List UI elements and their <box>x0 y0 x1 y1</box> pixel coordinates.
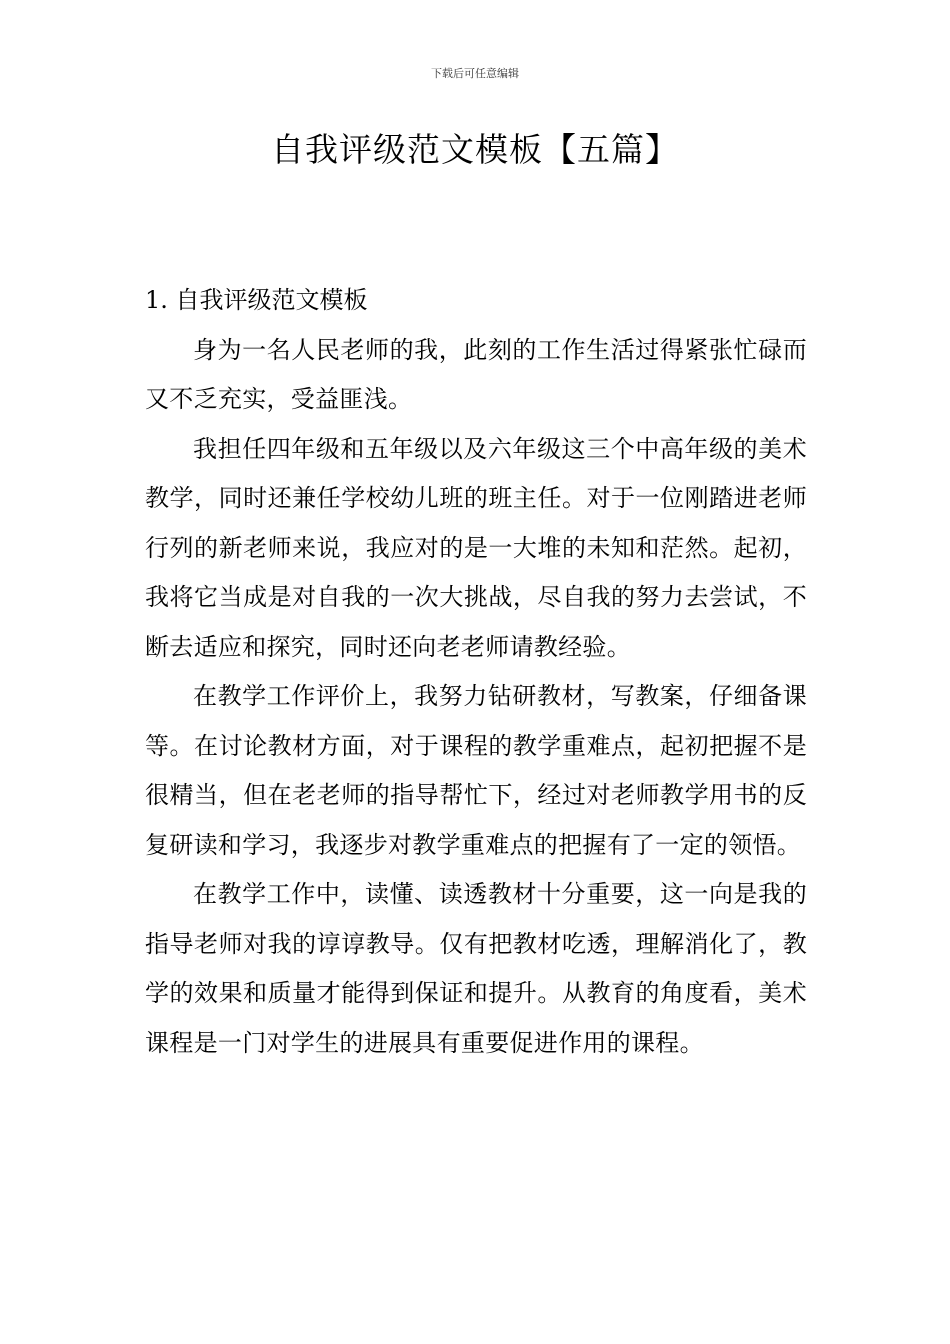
paragraph: 我担任四年级和五年级以及六年级这三个中高年级的美术教学，同时还兼任学校幼儿班的班主任。对于一位刚踏进老师行列的新老师来说，我应对的是一大堆的未知和茫然。起初，我将它当成是对自我的一次大挑战，尽自我的努力去尝试，不断去适应和探究，同时还向老老师请教经验。 <box>145 434 807 661</box>
paragraph: 在教学工作评价上，我努力钻研教材，写教案，仔细备课等。在讨论教材方面，对于课程的教学重难点，起初把握不是很精当，但在老老师的指导帮忙下，经过对老师教学用书的反复研读和学习，我逐步对教学重难点的把握有了一定的领悟。 <box>145 682 807 859</box>
paragraph: 身为一名人民老师的我，此刻的工作生活过得紧张忙碌而又不乏充实，受益匪浅。 <box>145 335 807 413</box>
header-note: 下载后可任意编辑 <box>431 67 519 80</box>
document-body <box>145 276 807 1068</box>
paragraph: 在教学工作中，读懂、读透教材十分重要，这一向是我的指导老师对我的谆谆教导。仅有把教材吃透，理解消化了，教学的效果和质量才能得到保证和提升。从教育的角度看，美术课程是一门对学生的进展具有重要促进作用的课程。 <box>145 880 807 1057</box>
document-title: 自我评级范文模板【五篇】 <box>271 130 679 169</box>
section-heading: 1. 自我评级范文模板 <box>145 286 368 314</box>
